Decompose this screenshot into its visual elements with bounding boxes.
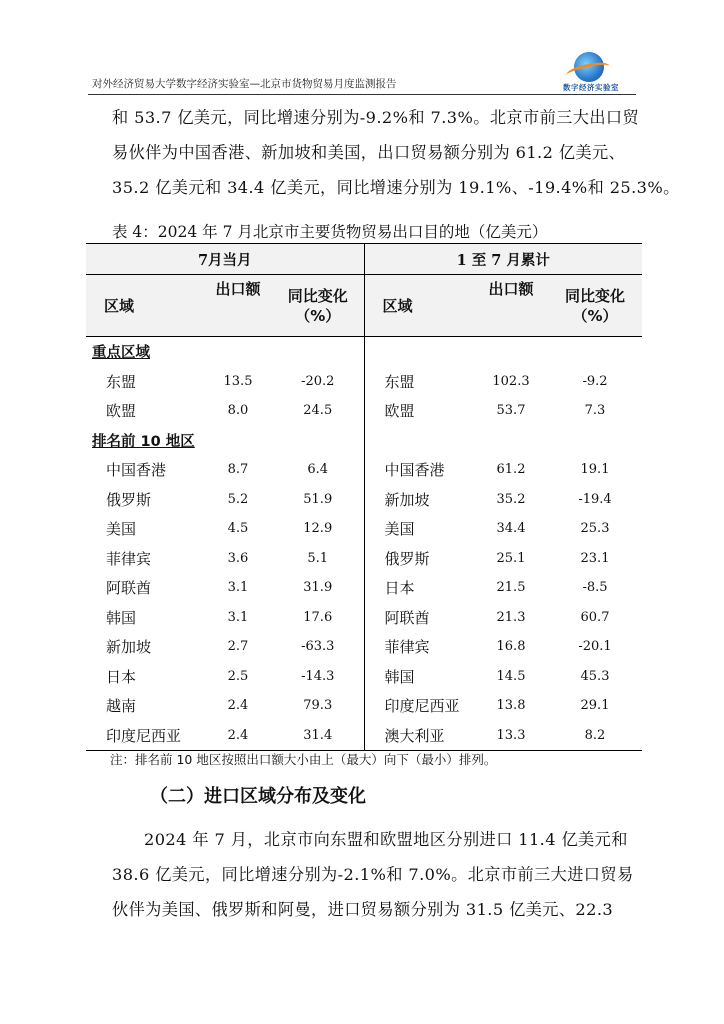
region-name-ytd: 俄罗斯 xyxy=(364,544,474,574)
export-destinations-table xyxy=(86,243,642,751)
paragraph-line: 和 53.7 亿美元，同比增速分别为-9.2%和 7.3%。北京市前三大出口贸 xyxy=(112,108,640,127)
table-note: 注：排名前 10 地区按照出口额大小由上（最大）向下（最小）排列。 xyxy=(110,752,497,767)
region-name-month: 欧盟 xyxy=(106,402,137,421)
table-row xyxy=(86,485,642,515)
export-value-ytd: 34.4 xyxy=(496,521,526,537)
region-name-ytd: 欧盟 xyxy=(364,396,474,426)
region-name-ytd: 阿联酋 xyxy=(364,603,474,633)
region-name-month: 越南 xyxy=(106,697,137,716)
yoy-change-month: 31.9 xyxy=(303,580,333,596)
yoy-change-ytd: 8.2 xyxy=(548,721,642,751)
table-row xyxy=(86,573,642,603)
table-row xyxy=(86,662,642,692)
yoy-change-ytd: 7.3 xyxy=(584,403,606,419)
col-header-area: 区域 xyxy=(86,275,204,337)
empty-cell xyxy=(364,426,642,456)
table-row xyxy=(86,721,642,751)
region-name-month: 中国香港 xyxy=(106,461,167,480)
export-value-month: 3.1 xyxy=(227,580,249,596)
export-value-month: 5.2 xyxy=(227,491,249,507)
header-divider xyxy=(88,94,636,95)
col-header-yoy-line2: （%） xyxy=(572,306,618,325)
table-row xyxy=(86,603,642,633)
yoy-change-ytd: 23.1 xyxy=(580,550,610,566)
region-name-ytd: 韩国 xyxy=(364,662,474,692)
yoy-change-ytd: -8.5 xyxy=(582,580,608,596)
export-value-month: 13.5 xyxy=(223,373,253,389)
region-name-month: 俄罗斯 xyxy=(106,490,152,509)
export-value-month: 8.0 xyxy=(227,403,249,419)
export-summary-paragraph xyxy=(112,100,680,205)
period-header-month: 7月当月 xyxy=(86,244,364,275)
paragraph-line: 易伙伴为中国香港、新加坡和美国，出口贸易额分别为 61.2 亿美元、 xyxy=(112,143,626,162)
paragraph-line: 38.6 亿美元，同比增速分别为-2.1%和 7.0%。北京市前三大进口贸易 xyxy=(112,865,634,884)
region-name-ytd: 新加坡 xyxy=(364,485,474,515)
region-name-month: 菲律宾 xyxy=(106,549,152,568)
col-header-area: 区域 xyxy=(364,275,474,337)
col-header-yoy xyxy=(272,275,364,337)
region-name-ytd: 中国香港 xyxy=(364,455,474,485)
paragraph-line: 35.2 亿美元和 34.4 亿美元，同比增速分别为 19.1%、-19.4%和 25.3%。 xyxy=(112,178,680,197)
yoy-change-month: -20.2 xyxy=(301,373,335,389)
yoy-change-ytd: 29.1 xyxy=(580,698,610,714)
export-value-month: 3.1 xyxy=(227,609,249,625)
logo-text: 数字经济实验室 xyxy=(563,83,619,92)
export-value-ytd: 35.2 xyxy=(496,491,526,507)
region-name-month: 阿联酋 xyxy=(106,579,152,598)
key-rows-body xyxy=(86,367,642,426)
header-title: 对外经济贸易大学数字经济实验室—北京市货物贸易月度监测报告 xyxy=(92,78,397,90)
region-name-month: 印度尼西亚 xyxy=(86,721,204,751)
page-header xyxy=(88,50,636,90)
export-value-month: 2.5 xyxy=(227,668,249,684)
region-name-month: 日本 xyxy=(106,667,137,686)
table-caption: 表 4：2024 年 7 月北京市主要货物贸易出口目的地（亿美元） xyxy=(112,223,548,241)
export-value-month: 3.6 xyxy=(227,550,249,566)
paragraph-line: 伙伴为美国、俄罗斯和阿曼，进口贸易额分别为 31.5 亿美元、22.3 xyxy=(112,900,614,919)
export-value-ytd: 16.8 xyxy=(496,639,526,655)
export-value-month: 2.7 xyxy=(227,639,249,655)
yoy-change-ytd: -9.2 xyxy=(582,373,608,389)
col-header-yoy-line1: 同比变化 xyxy=(564,286,625,305)
yoy-change-month: 31.4 xyxy=(272,721,364,751)
paragraph-line: 2024 年 7 月，北京市向东盟和欧盟地区分别进口 11.4 亿美元和 xyxy=(144,830,628,849)
yoy-change-month: 24.5 xyxy=(303,403,333,419)
yoy-change-ytd: 45.3 xyxy=(580,668,610,684)
export-value-ytd: 102.3 xyxy=(492,373,530,389)
table-row xyxy=(86,544,642,574)
export-value-ytd: 61.2 xyxy=(496,462,526,478)
group-label-key-regions: 重点区域 xyxy=(92,345,150,362)
group-label-top10: 排名前 10 地区 xyxy=(92,433,195,450)
yoy-change-month: 51.9 xyxy=(303,491,333,507)
section-title: （二）进口区域分布及变化 xyxy=(150,786,366,807)
export-value-ytd: 14.5 xyxy=(496,668,526,684)
export-value-month: 2.4 xyxy=(204,721,272,751)
yoy-change-month: -63.3 xyxy=(301,639,335,655)
region-name-month: 新加坡 xyxy=(106,638,152,657)
yoy-change-month: 5.1 xyxy=(307,550,329,566)
export-value-ytd: 21.3 xyxy=(496,609,526,625)
yoy-change-month: 17.6 xyxy=(303,609,333,625)
yoy-change-ytd: -19.4 xyxy=(578,491,612,507)
region-name-month: 东盟 xyxy=(106,372,137,391)
export-value-month: 8.7 xyxy=(227,462,249,478)
export-value-ytd: 21.5 xyxy=(496,580,526,596)
region-name-ytd: 菲律宾 xyxy=(364,632,474,662)
region-name-ytd: 日本 xyxy=(364,573,474,603)
table-row xyxy=(86,367,642,397)
col-header-export: 出口额 xyxy=(474,275,548,337)
yoy-change-month: -14.3 xyxy=(301,668,335,684)
col-header-yoy xyxy=(548,275,642,337)
export-value-ytd: 25.1 xyxy=(496,550,526,566)
table-row xyxy=(86,632,642,662)
empty-cell xyxy=(364,337,642,367)
region-name-month: 韩国 xyxy=(106,608,137,627)
region-name-ytd: 印度尼西亚 xyxy=(364,691,474,721)
import-summary-paragraph xyxy=(112,822,634,927)
period-header-ytd: 1 至 7 月累计 xyxy=(364,244,642,275)
yoy-change-ytd: -20.1 xyxy=(578,639,612,655)
col-header-yoy-line2: （%） xyxy=(295,306,341,325)
top-rows-body xyxy=(86,455,642,751)
region-name-month: 美国 xyxy=(106,520,137,539)
export-value-month: 2.4 xyxy=(227,698,249,714)
yoy-change-ytd: 25.3 xyxy=(580,521,610,537)
table-row xyxy=(86,691,642,721)
yoy-change-ytd: 19.1 xyxy=(580,462,610,478)
yoy-change-month: 12.9 xyxy=(303,521,333,537)
export-value-ytd: 13.3 xyxy=(474,721,548,751)
table-row xyxy=(86,514,642,544)
region-name-ytd: 美国 xyxy=(364,514,474,544)
table-row xyxy=(86,455,642,485)
col-header-yoy-line1: 同比变化 xyxy=(287,286,348,305)
region-name-ytd: 东盟 xyxy=(364,367,474,397)
region-name-ytd: 澳大利亚 xyxy=(364,721,474,751)
col-header-export: 出口额 xyxy=(204,275,272,337)
export-value-month: 4.5 xyxy=(227,521,249,537)
table-row xyxy=(86,396,642,426)
lab-logo xyxy=(552,52,630,92)
export-value-ytd: 13.8 xyxy=(496,698,526,714)
export-value-ytd: 53.7 xyxy=(496,403,526,419)
yoy-change-month: 6.4 xyxy=(307,462,329,478)
yoy-change-ytd: 60.7 xyxy=(580,609,610,625)
yoy-change-month: 79.3 xyxy=(303,698,333,714)
